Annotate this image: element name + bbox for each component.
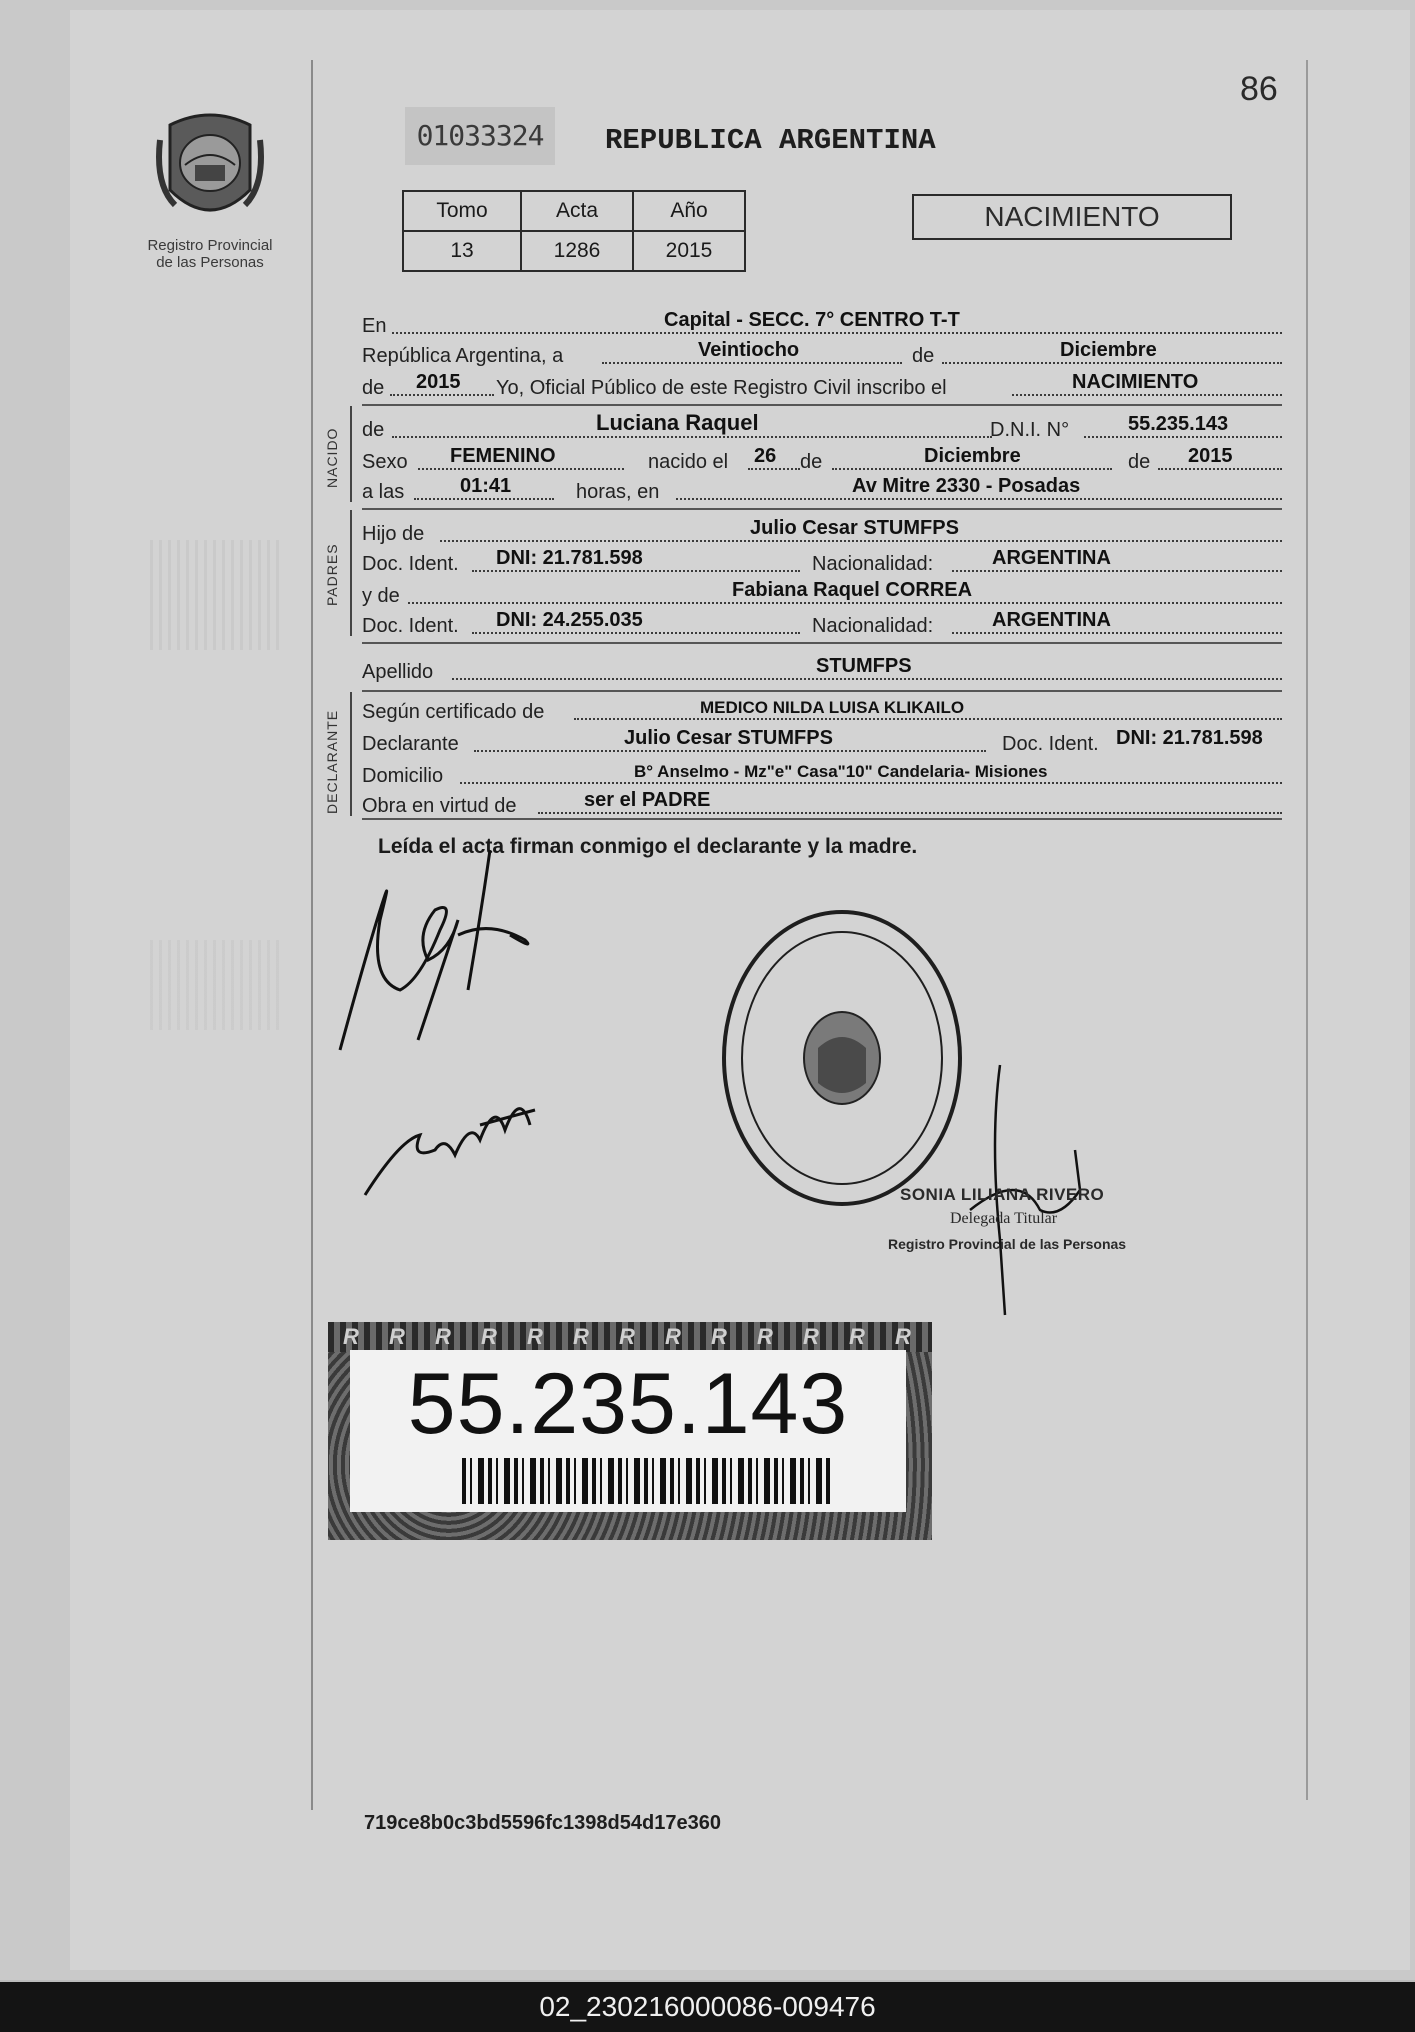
dotted-line xyxy=(748,468,800,470)
record-value-acta: 1286 xyxy=(521,231,633,271)
declarante-line-4 xyxy=(362,790,1282,818)
declarant-signature xyxy=(330,840,570,1060)
dotted-line xyxy=(574,718,1282,720)
section-divider xyxy=(362,642,1282,644)
apellido-label: Apellido xyxy=(362,661,434,683)
registry-caption-line-2: de las Personas xyxy=(156,254,264,271)
band-glyph: R xyxy=(389,1324,405,1349)
apellido-line xyxy=(362,656,1282,684)
declarante-line-1 xyxy=(362,696,1282,724)
mother-nationality: ARGENTINA xyxy=(992,609,1111,631)
dotted-line xyxy=(392,436,992,438)
band-glyph: R xyxy=(481,1324,497,1349)
child-sex: FEMENINO xyxy=(450,445,556,467)
dotted-line xyxy=(1158,468,1282,470)
official-statement: Yo, Oficial Público de este Registro Civil inscribo el xyxy=(496,377,947,399)
barcode-panel xyxy=(350,1350,906,1512)
registry-caption-line-1: Registro Provincial xyxy=(147,237,273,254)
signing-statement: Leída el acta firman conmigo el declarante y la madre. xyxy=(378,835,918,858)
de-label: de xyxy=(800,451,823,473)
registry-caption xyxy=(135,237,285,271)
section-divider xyxy=(362,508,1282,510)
serial-number: 01033324 xyxy=(405,107,555,165)
padres-side-label: PADRES xyxy=(324,543,340,606)
band-glyph: R xyxy=(573,1324,589,1349)
padres-line-4 xyxy=(362,610,1282,638)
birth-month: Diciembre xyxy=(924,445,1021,467)
nationality-label: Nacionalidad: xyxy=(812,615,934,637)
page-number: 86 xyxy=(1240,70,1278,108)
barcode-top-band xyxy=(328,1322,932,1352)
hijo-label: Hijo de xyxy=(362,523,425,545)
dotted-line xyxy=(414,498,554,500)
doc-label: Doc. Ident. xyxy=(362,553,459,575)
time-label: a las xyxy=(362,481,405,503)
bleed-through-mark xyxy=(150,540,280,650)
dotted-line xyxy=(460,782,1282,784)
barcode-bars xyxy=(462,1458,832,1504)
en-label: En xyxy=(362,315,387,337)
section-divider xyxy=(362,818,1282,820)
record-header-tomo: Tomo xyxy=(403,191,521,231)
registration-place: Capital - SECC. 7° CENTRO T-T xyxy=(664,309,960,331)
band-glyph: R xyxy=(435,1324,451,1349)
dni-label: D.N.I. N° xyxy=(990,419,1070,441)
dotted-line xyxy=(952,570,1282,572)
dotted-line xyxy=(408,602,1282,604)
dotted-line xyxy=(832,468,1112,470)
de-label: de xyxy=(362,377,385,399)
dotted-line xyxy=(472,632,800,634)
mother-name: Fabiana Raquel CORREA xyxy=(732,579,973,601)
document-hash: 719ce8b0c3bd5596fc1398d54d17e360 xyxy=(364,1812,721,1834)
child-dni: 55.235.143 xyxy=(1128,413,1229,435)
hours-label: horas, en xyxy=(576,481,660,503)
birth-day: 26 xyxy=(754,445,777,467)
declarante-line-2 xyxy=(362,728,1282,756)
declarant-doc: DNI: 21.781.598 xyxy=(1116,727,1263,749)
security-barcode-label xyxy=(328,1322,932,1540)
band-glyph: R xyxy=(803,1324,819,1349)
declarante-label: Declarante xyxy=(362,733,459,755)
band-glyph: R xyxy=(757,1324,773,1349)
doc-label: Doc. Ident. xyxy=(1002,733,1099,755)
band-glyph: R xyxy=(895,1324,911,1349)
child-name: Luciana Raquel xyxy=(596,410,759,435)
declarante-line-3 xyxy=(362,760,1282,788)
mother-signature xyxy=(360,1080,540,1200)
section-divider xyxy=(362,690,1282,692)
province-crest-icon xyxy=(155,105,265,230)
domicilio-label: Domicilio xyxy=(362,765,444,787)
bleed-through-mark xyxy=(150,940,280,1030)
dotted-line xyxy=(538,812,1282,814)
dotted-line xyxy=(1012,394,1282,396)
sexo-label: Sexo xyxy=(362,451,408,473)
dotted-line xyxy=(474,750,986,752)
record-table xyxy=(402,190,746,272)
band-glyph: R xyxy=(849,1324,865,1349)
registration-month: Diciembre xyxy=(1060,339,1157,361)
dotted-line xyxy=(418,468,624,470)
band-glyph: R xyxy=(619,1324,635,1349)
certificate-label: Según certificado de xyxy=(362,701,545,723)
right-margin-line xyxy=(1306,60,1308,1800)
country-title: REPUBLICA ARGENTINA xyxy=(605,124,936,157)
surname: STUMFPS xyxy=(816,655,912,677)
dotted-line xyxy=(452,678,1282,680)
nacido-line-3 xyxy=(362,476,1282,504)
nacido-side-label: NACIDO xyxy=(324,427,340,488)
dotted-line xyxy=(390,394,494,396)
de-label: de xyxy=(1128,451,1151,473)
band-glyph: R xyxy=(665,1324,681,1349)
official-name: SONIA LILIANA RIVERO xyxy=(900,1185,1105,1204)
declarant-address: B° Anselmo - Mz"e" Casa"10" Candelaria- Misiones xyxy=(634,762,1048,781)
record-header-acta: Acta xyxy=(521,191,633,231)
doc-label: Doc. Ident. xyxy=(362,615,459,637)
padres-line-2 xyxy=(362,548,1282,576)
nacido-label: nacido el xyxy=(648,451,729,473)
file-id-footer: 02_230216000086-009476 xyxy=(0,1982,1415,2032)
act-type: NACIMIENTO xyxy=(1072,371,1199,393)
intro-line-2 xyxy=(362,340,1282,368)
band-glyph: R xyxy=(527,1324,543,1349)
father-name: Julio Cesar STUMFPS xyxy=(750,517,959,539)
dotted-line xyxy=(952,632,1282,634)
birth-place: Av Mitre 2330 - Posadas xyxy=(852,475,1081,497)
padres-line-1 xyxy=(362,518,1282,546)
official-seal-icon xyxy=(718,908,966,1208)
nacido-line-2 xyxy=(362,446,1282,474)
record-value-tomo: 13 xyxy=(403,231,521,271)
dotted-line xyxy=(472,570,800,572)
registration-year: 2015 xyxy=(416,371,461,393)
de-label: de xyxy=(362,419,385,441)
father-doc: DNI: 21.781.598 xyxy=(496,547,643,569)
registration-day: Veintiocho xyxy=(698,339,800,361)
declarante-side-label: DECLARANTE xyxy=(324,709,340,814)
dotted-line xyxy=(942,362,1282,364)
nationality-label: Nacionalidad: xyxy=(812,553,934,575)
official-role: Delegada Titular xyxy=(950,1210,1058,1227)
padres-line-3 xyxy=(362,580,1282,608)
document-type-box: NACIMIENTO xyxy=(912,194,1232,240)
intro-line-1 xyxy=(362,310,1282,338)
band-glyph: R xyxy=(711,1324,727,1349)
birth-year: 2015 xyxy=(1188,445,1233,467)
republic-label: República Argentina, a xyxy=(362,345,564,367)
dotted-line xyxy=(602,362,902,364)
obra-label: Obra en virtud de xyxy=(362,795,517,817)
dotted-line xyxy=(676,498,1282,500)
certificate-issuer: MEDICO NILDA LUISA KLIKAILO xyxy=(700,698,965,717)
official-registry: Registro Provincial de las Personas xyxy=(888,1236,1127,1252)
nacido-line-1 xyxy=(362,410,1282,442)
record-value-anio: 2015 xyxy=(633,231,745,271)
de-label: de xyxy=(912,345,935,367)
mother-doc: DNI: 24.255.035 xyxy=(496,609,643,631)
section-bar xyxy=(350,510,352,636)
birth-time: 01:41 xyxy=(460,475,512,497)
father-nationality: ARGENTINA xyxy=(992,547,1111,569)
section-bar xyxy=(350,692,352,816)
barcode-number: 55.235.143 xyxy=(407,1356,849,1452)
section-bar xyxy=(350,406,352,502)
band-glyph: R xyxy=(343,1324,359,1349)
dotted-line xyxy=(440,540,1282,542)
declarant-name: Julio Cesar STUMFPS xyxy=(624,727,833,749)
section-divider xyxy=(362,404,1282,406)
dotted-line xyxy=(392,332,1282,334)
dotted-line xyxy=(1084,436,1282,438)
yde-label: y de xyxy=(362,585,400,607)
left-margin-line xyxy=(311,60,313,1810)
record-header-anio: Año xyxy=(633,191,745,231)
declarant-capacity: ser el PADRE xyxy=(584,789,711,811)
intro-line-3 xyxy=(362,372,1282,400)
